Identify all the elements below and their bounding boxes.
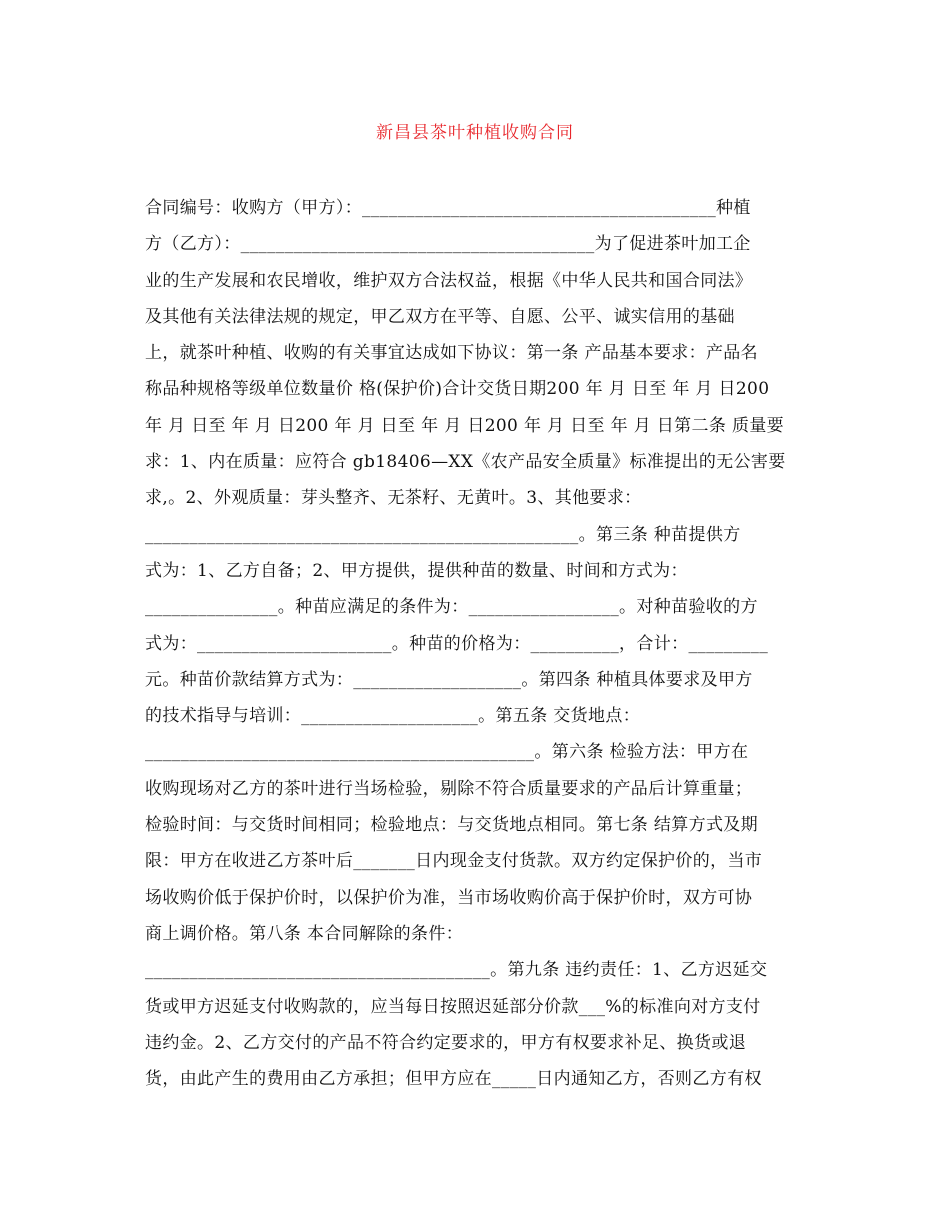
document-title: 新昌县茶叶种植收购合同 [376,123,574,143]
body-line: 及其他有关法律法规的规定，甲乙双方在平等、自愿、公平、诚实信用的基础 [145,306,735,327]
contract-body [145,195,815,1102]
body-line: 方（乙方）：________________________________________为了促进茶叶加工企 [145,234,751,255]
body-line: 年 月 日至 年 月 日200 年 月 日至 年 月 日200 年 月 日至 年 月 日第二条 质量要 [145,415,785,436]
body-line: 式为：1、乙方自备；2、甲方提供，提供种苗的数量、时间和方式为： [145,560,688,581]
body-line: 合同编号：收购方（甲方）：________________________________________种植 [145,198,751,218]
body-line: 求：1、内在质量：应符合 gb18406—XX《农产品安全质量》标准提出的无公害要 [145,452,786,473]
body-line: 货或甲方迟延支付收购款的，应当每日按照迟延部分价款___%的标准向对方支付 [145,996,761,1017]
body-line: 场收购价低于保护价时，以保护价为准，当市场收购价高于保护价时，双方可协 [145,887,753,908]
body-line: 称品种规格等级单位数量价 格(保护价)合计交货日期200 年 月 日至 年 月 日200 [145,379,770,400]
body-line: 式为：______________________。种苗的价格为：__________，合计：_________ [145,633,769,654]
body-line: 检验时间：与交货时间相同；检验地点：与交货地点相同。第七条 结算方式及期 [145,815,759,836]
body-line: 的技术指导与培训：____________________。第五条 交货地点： [145,706,641,727]
body-line: 业的生产发展和农民增收，维护双方合法权益，根据《中华人民共和国合同法》 [145,270,753,291]
body-line: 违约金。2、乙方交付的产品不符合约定要求的，甲方有权要求补足、换货或退 [145,1032,747,1053]
body-line: 货，由此产生的费用由乙方承担；但甲方应在_____日内通知乙方，否则乙方有权 [145,1069,762,1090]
body-line: 上，就茶叶种植、收购的有关事宜达成如下协议：第一条 产品基本要求：产品名 [145,343,759,364]
body-line: 限：甲方在收进乙方茶叶后_______日内现金支付货款。双方约定保护价的，当市 [145,851,763,872]
body-line: ____________________________________________。第六条 检验方法：甲方在 [145,742,749,763]
body-line: _________________________________________________。第三条 种苗提供方 [145,524,741,545]
body-line: _______________。种苗应满足的条件为：_________________。对种苗验收的方 [145,597,758,618]
body-line: _______________________________________。第九条 违约责任：1、乙方迟延交 [145,960,768,981]
body-line: 元。种苗价款结算方式为：___________________。第四条 种植具体要求及甲方 [145,669,753,690]
body-line: 求,。2、外观质量：芽头整齐、无茶籽、无黄叶。3、其他要求： [145,488,642,509]
body-line: 收购现场对乙方的茶叶进行当场检验，剔除不符合质量要求的产品后计算重量； [145,778,753,799]
body-line: 商上调价格。第八条 本合同解除的条件： [145,923,464,944]
